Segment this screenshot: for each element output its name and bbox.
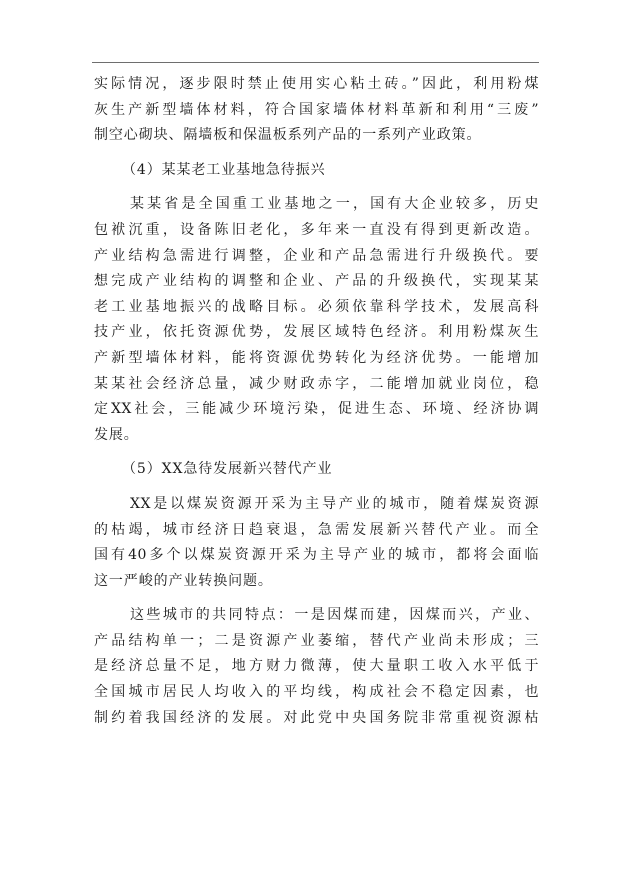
text-line: 产业结构急需进行调整，企业和产品急需进行升级换代。要	[94, 247, 539, 264]
paragraph-policy-continuation	[94, 72, 539, 149]
text-line: 产品结构单一；二是资源产业萎缩，替代产业尚未形成；三	[94, 632, 539, 649]
paragraph-industrial-base	[94, 192, 539, 448]
text-line: 全国城市居民人均收入的平均线，构成社会不稳定因素，也	[94, 684, 539, 701]
text-line: 产新型墙体材料，能将资源优势转化为经济优势。一能增加	[94, 349, 539, 366]
paragraph-common-features	[94, 603, 539, 731]
header-rule	[92, 62, 539, 63]
paragraph-replacement-industry	[94, 492, 539, 594]
text-line: 的枯竭，城市经济日趋衰退，急需发展新兴替代产业。而全	[94, 521, 539, 538]
text-line: 老工业基地振兴的战略目标。必须依靠科学技术，发展高科	[94, 298, 539, 315]
section-heading-4: （4）某某老工业基地急待振兴	[122, 161, 326, 178]
text-line: 制空心砌块、隔墙板和保温板系列产品的一系列产业政策。	[94, 127, 482, 144]
document-body	[94, 72, 539, 731]
text-line: 制约着我国经济的发展。对此党中央国务院非常重视资源枯	[94, 709, 539, 726]
text-line: XX是以煤炭资源开采为主导产业的城市，随着煤炭资源	[130, 495, 539, 512]
text-line: 想完成产业结构的调整和企业、产品的升级换代，实现某某	[94, 273, 539, 290]
text-line: 是经济总量不足，地方财力微薄，使大量职工收入水平低于	[94, 658, 539, 675]
text-line: 某某省是全国重工业基地之一，国有大企业较多，历史	[130, 196, 539, 213]
text-line: 灰生产新型墙体材料，符合国家墙体材料革新和利用“三废”	[94, 101, 539, 118]
text-line: 发展。	[94, 426, 139, 443]
text-line: 国有40多个以煤炭资源开采为主导产业的城市，都将会面临	[94, 547, 539, 564]
text-line: 技产业，依托资源优势，发展区域特色经济。利用粉煤灰生	[94, 324, 539, 341]
text-line: 定XX社会，三能减少环境污染，促进生态、环境、经济协调	[94, 401, 539, 418]
text-line: 这些城市的共同特点：一是因煤而建，因煤而兴，产业、	[130, 607, 539, 624]
section-heading-5: （5）XX急待发展新兴替代产业	[122, 461, 333, 478]
text-line: 包袱沉重，设备陈旧老化，多年来一直没有得到更新改造。	[94, 221, 539, 238]
text-line: 这一严峻的产业转换问题。	[94, 572, 273, 589]
text-line: 实际情况，逐步限时禁止使用实心粘土砖。”因此，利用粉煤	[94, 76, 539, 92]
text-line: 某某社会经济总量，减少财政赤字，二能增加就业岗位，稳	[94, 375, 539, 392]
